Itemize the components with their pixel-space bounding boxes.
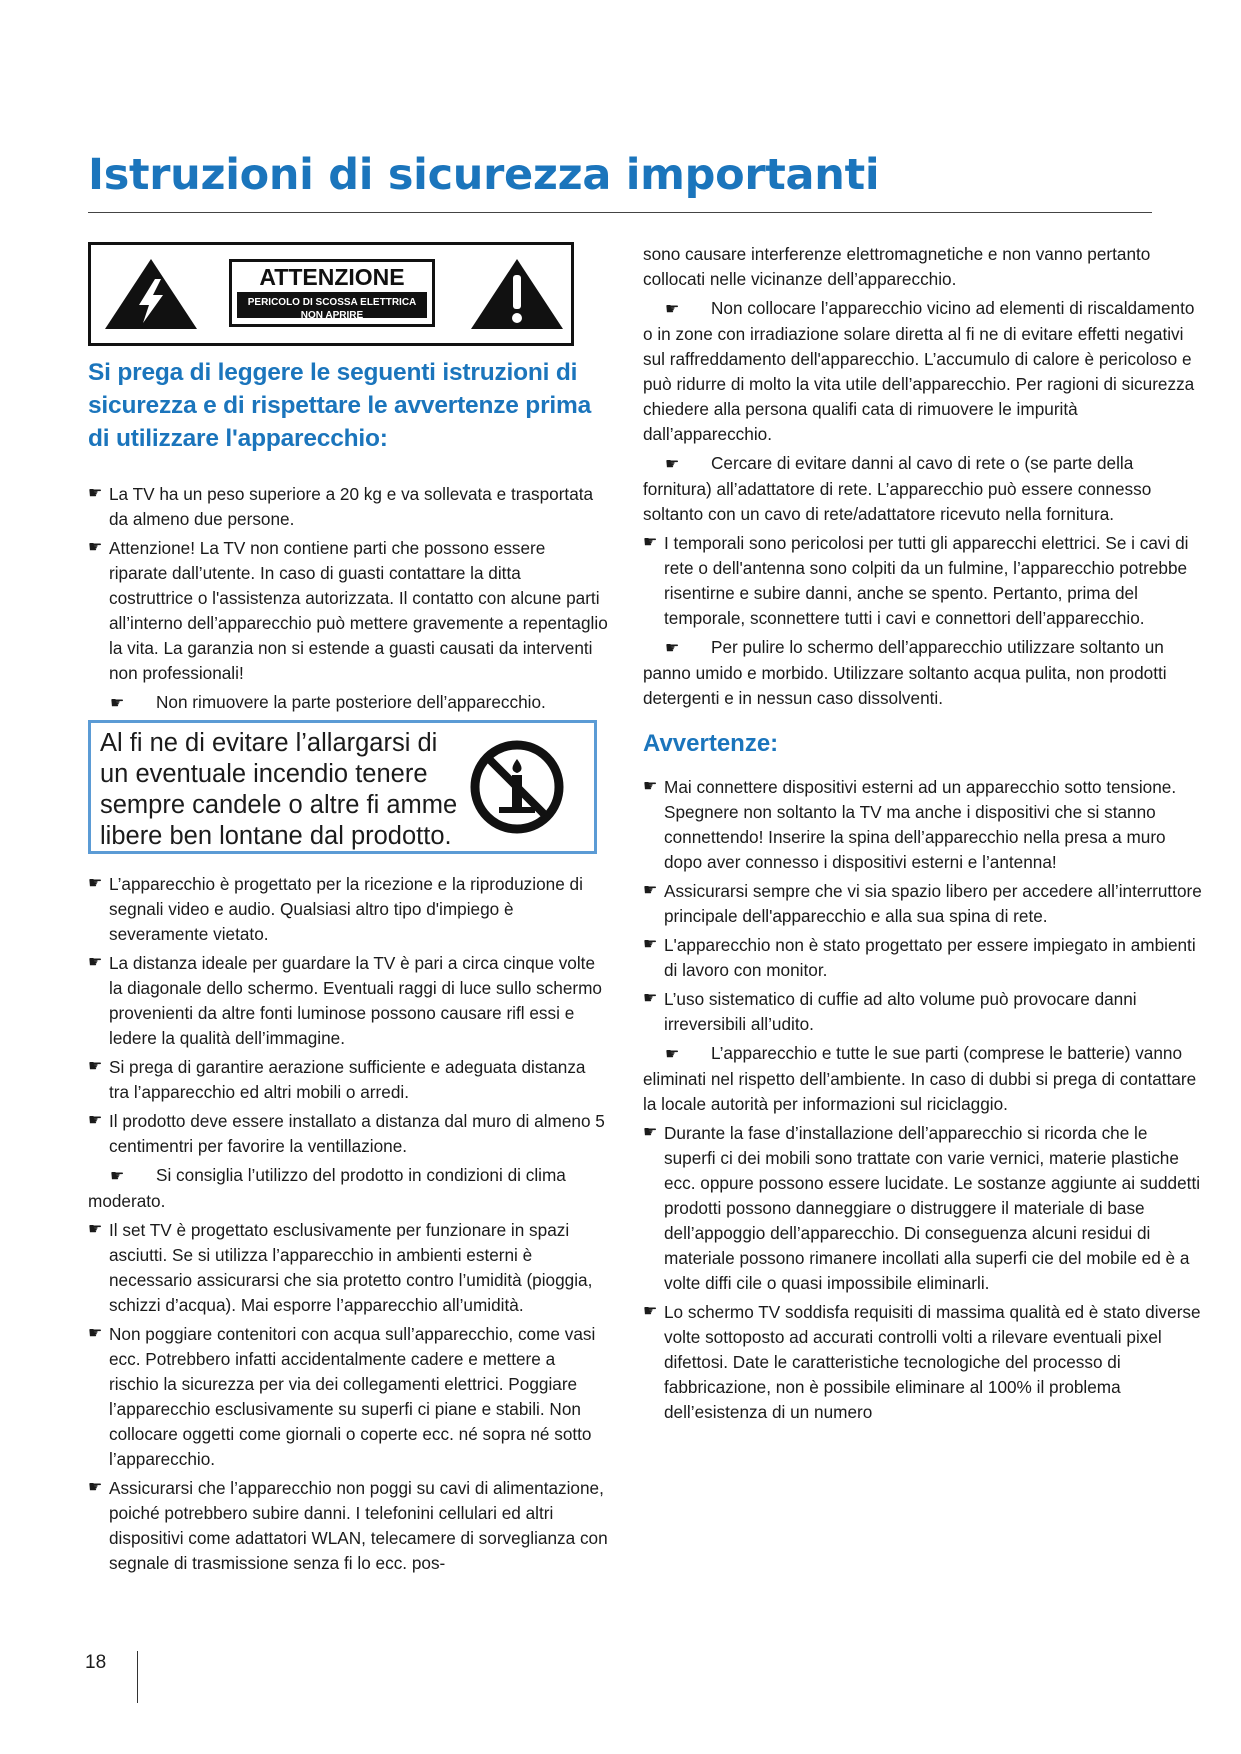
pointing-hand-icon: ☛ [88, 1058, 103, 1075]
pointing-hand-icon: ☛ [88, 1479, 103, 1496]
list-item [88, 536, 608, 686]
list-item-text: I temporali sono pericolosi per tutti gli apparecchi elettrici. Se i cavi di rete o dell'antenna sono colpiti da un fulmine, l’apparecchio potrebbe risentirne e subire danni, anche se spento. Pertanto, prima del temporale, sconnettere tutti i cavi e connettori dell’apparecchio. [664, 533, 1189, 628]
list-item-text: Attenzione! La TV non contiene parti che possono essere riparate dall’utente. In caso di guasti contattare la ditta costruttrice o l'assistenza autorizzata. Il contatto con alcune parti all’interno dell’apparecchio può mettere gravemente a repentaglio la vita. La garanzia non si estende a guasti causati da interventi non professionali! [109, 538, 608, 683]
list-item [643, 775, 1203, 875]
right-list-bottom [643, 775, 1203, 1425]
warning-label [88, 242, 574, 346]
list-item [88, 1055, 608, 1105]
warning-subtitle [237, 292, 427, 321]
pointing-hand-icon: ☛ [643, 534, 658, 551]
electric-shock-warning-icon [103, 257, 199, 331]
warning-label-panel [229, 259, 435, 327]
list-item [88, 872, 608, 947]
list-item-text: La TV ha un peso superiore a 20 kg e va sollevata e trasportata da almeno due persone. [109, 484, 594, 529]
list-item-text: Il prodotto deve essere installato a distanza dal muro di almeno 5 centimentri per favorire la ventillazione. [109, 1111, 605, 1156]
warning-title: ATTENZIONE [259, 264, 405, 290]
list-item-text: Il set TV è progettato esclusivamente per funzionare in spazi asciutti. Se si utilizza l’apparecchio in ambienti esterni è necessario assicurarsi che sia protetto contro l’umidità (pioggia, schizzi d’acqua). Mai esporre l’apparecchio all’umidità. [109, 1220, 593, 1315]
section-subheading: Si prega di leggere le seguenti istruzioni di sicurezza e di rispettare le avvertenze prima di utilizzare l'apparecchio: [88, 359, 592, 452]
list-item-text: sono causare interferenze elettromagnetiche e non vanno pertanto collocati nelle vicinanze dell’apparecchio. [643, 244, 1151, 289]
list-item-text: Per pulire lo schermo dell’apparecchio utilizzare soltanto un panno umido e morbido. Utilizzare soltanto acqua pulita, non prodotti detergenti e in nessun caso dissolventi. [643, 637, 1167, 708]
no-open-flame-icon [467, 737, 567, 837]
list-item-text: Assicurarsi sempre che vi sia spazio libero per accedere all’interruttore principale dell'apparecchio e alla sua spina di rete. [664, 881, 1202, 926]
page-number-divider [137, 1651, 138, 1703]
list-item-text: Lo schermo TV soddisfa requisiti di massima qualità ed è stato diverse volte sottoposto ad accurati controlli volti a rilevare eventuali pixel difettosi. Date le caratteristiche tecnologiche del processo di fabbricazione, non è possibile eliminare al 100% il problema dell’esistenza di un numero [664, 1302, 1201, 1422]
list-item-text: L’apparecchio e tutte le sue parti (comprese le batterie) vanno eliminati nel rispetto dell’ambiente. In caso di dubbi si prega di contattare la locale autorità per informazioni sul riciclaggio. [643, 1043, 1197, 1114]
list-item: ☛ Non rimuovere la parte posteriore dell’apparecchio. [110, 692, 546, 712]
title-divider [88, 212, 1152, 213]
left-list-top [88, 482, 608, 716]
page-title: Istruzioni di sicurezza importanti [88, 150, 880, 200]
pointing-hand-icon: ☛ [88, 954, 103, 971]
list-item-text: L’apparecchio è progettato per la ricezione e la riproduzione di segnali video e audio. Qualsiasi altro tipo d'impiego è severamente vietato. [109, 874, 583, 944]
list-item [88, 1322, 608, 1472]
fire-warning-box [88, 720, 597, 854]
right-list-top [643, 242, 1203, 711]
pointing-hand-icon: ☛ [643, 882, 658, 899]
pointing-hand-icon: ☛ [643, 936, 658, 953]
pointing-hand-icon: ☛ [88, 875, 103, 892]
list-item [88, 1476, 608, 1576]
list-item [643, 531, 1203, 631]
pointing-hand-icon: ☛ [88, 1325, 103, 1342]
page-number: 18 [85, 1652, 107, 1673]
list-item: ☛ Si consiglia l’utilizzo del prodotto in condizioni di clima moderato. [88, 1165, 566, 1211]
list-item-text: Non collocare l’apparecchio vicino ad elementi di riscaldamento o in zone con irradiazione solare diretta al fi ne di evitare effetti negativi sul raffreddamento dell'apparecchio. L’accumulo di calore è pericoloso e può ridurre di molto la vita utile dell’apparecchio. Per ragioni di sicurezza chiedere alla persona qualifi cata di rimuovere le impurità dall’apparecchio. [643, 298, 1195, 444]
list-item: ☛ Non collocare l’apparecchio vicino ad elementi di riscaldamento o in zone con irradiazione solare diretta al fi ne di evitare effetti negativi sul raffreddamento dell'apparecchio. L’accumulo di calore è pericoloso e può ridurre di molto la vita utile dell’apparecchio. Per ragioni di sicurezza chiedere alla persona qualifi cata di rimuovere le impurità dall’apparecchio. [643, 298, 1195, 444]
list-item [643, 933, 1203, 983]
pointing-hand-icon: ☛ [88, 539, 103, 556]
list-item-text: Non rimuovere la parte posteriore dell’apparecchio. [156, 692, 546, 712]
exclamation-warning-icon [469, 257, 565, 331]
list-item-text: Cercare di evitare danni al cavo di rete o (se parte della fornitura) all’adattatore di rete. L’apparecchio può essere connesso soltanto con un cavo di rete/adattatore ricevuto nella fornitura. [643, 453, 1152, 524]
list-item: ☛ L’apparecchio e tutte le sue parti (comprese le batterie) vanno eliminati nel rispetto dell’ambiente. In caso di dubbi si prega di contattare la locale autorità per informazioni sul riciclaggio. [643, 1043, 1197, 1114]
list-item-text: Si prega di garantire aerazione sufficiente e adeguata distanza tra l’apparecchio ed altri mobili o arredi. [109, 1057, 586, 1102]
list-item-text: Assicurarsi che l’apparecchio non poggi su cavi di alimentazione, poiché potrebbero subire danni. I telefonini cellulari ed altri dispositivi come adattatori WLAN, telecamere di sorveglianza con segnale di trasmissione senza fi lo ecc. pos- [109, 1478, 608, 1573]
list-item [643, 879, 1203, 929]
right-column [643, 242, 1203, 1429]
list-item [88, 1109, 608, 1159]
list-item: ☛ Cercare di evitare danni al cavo di rete o (se parte della fornitura) all’adattatore di rete. L’apparecchio può essere connesso soltanto con un cavo di rete/adattatore ricevuto nella fornitura. [643, 453, 1152, 524]
pointing-hand-icon: ☛ [643, 990, 658, 1007]
list-item: ☛ Per pulire lo schermo dell’apparecchio utilizzare soltanto un panno umido e morbido. Utilizzare soltanto acqua pulita, non prodotti detergenti e in nessun caso dissolventi. [643, 637, 1167, 708]
pointing-hand-icon: ☛ [643, 1124, 658, 1141]
list-item-text: L'apparecchio non è stato progettato per essere impiegato in ambienti di lavoro con monitor. [664, 935, 1196, 980]
avvertenze-heading: Avvertenze: [643, 730, 779, 757]
list-item-text: La distanza ideale per guardare la TV è pari a circa cinque volte la diagonale dello schermo. Eventuali raggi di luce sullo schermo provenienti da altre fonti luminose possono causare rifl essi e ledere la qualità dell’immagine. [109, 953, 602, 1048]
pointing-hand-icon: ☛ [88, 1112, 103, 1129]
list-item-text: Si consiglia l’utilizzo del prodotto in condizioni di clima moderato. [88, 1165, 566, 1211]
list-item-text: Durante la fase d’installazione dell’apparecchio si ricorda che le superfi ci dei mobili sono trattate con varie vernici, materie plastiche ecc. oppure possono essere lucidate. Le sostanze aggiunte ai suddetti prodotti possono danneggiare o distruggere il materiale di base dell’appoggio dell’apparecchio. Di conseguenza alcuni residui di materiale possono rimanere incollati alla superfi cie del mobile ed è a volte diffi cile o quasi impossibile eliminarli. [664, 1123, 1201, 1293]
list-item [643, 1121, 1203, 1296]
fire-warning-text: Al fi ne di evitare l’allargarsi di un eventuale incendio tenere sempre candele o altre fi amme libere ben lontane dal prodotto. [100, 729, 458, 850]
paragraph [643, 242, 1203, 292]
pointing-hand-icon: ☛ [643, 1303, 658, 1320]
list-item [643, 987, 1203, 1037]
list-item-text: Mai connettere dispositivi esterni ad un apparecchio sotto tensione. Spegnere non soltanto la TV ma anche i dispositivi che si stanno connettendo! Inserire la spina dell’apparecchio nella presa a muro dopo aver connesso i dispositivi esterni e l’antenna! [664, 777, 1177, 872]
list-item-text: Non poggiare contenitori con acqua sull’apparecchio, come vasi ecc. Potrebbero infatti accidentalmente cadere e mettere a rischio la sicurezza per via dei collegamenti elettrici. Poggiare l’apparecchio esclusivamente su superfi ci piane e stabili. Non collocare oggetti come giornali o coperte ecc. né sopra né sotto l’apparecchio. [109, 1324, 596, 1469]
list-item [88, 1218, 608, 1318]
list-item-text: L’uso sistematico di cuffie ad alto volume può provocare danni irreversibili all’udito. [664, 989, 1137, 1034]
list-item [643, 1300, 1203, 1425]
left-list-bottom [88, 872, 608, 1576]
pointing-hand-icon: ☛ [643, 778, 658, 795]
list-item [88, 951, 608, 1051]
list-item [88, 482, 608, 532]
warning-line-2: NON APRIRE [300, 310, 364, 321]
warning-line-1: PERICOLO DI SCOSSA ELETTRICA [247, 297, 417, 308]
pointing-hand-icon: ☛ [88, 485, 103, 502]
left-column [88, 242, 608, 1580]
pointing-hand-icon: ☛ [88, 1221, 103, 1238]
